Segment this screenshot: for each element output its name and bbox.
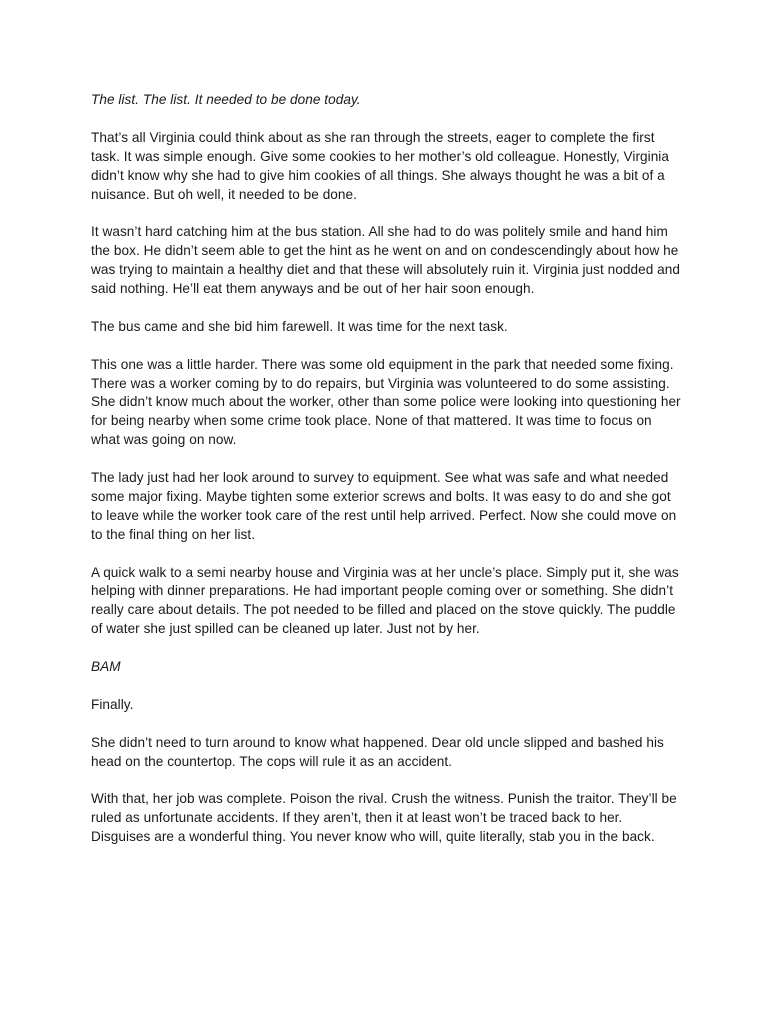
story-text	[91, 91, 681, 866]
story-paragraph-survey: The lady just had her look around to survey to equipment. See what was safe and what needed some major fixing. Maybe tighten some exterior screws and bolts. It was easy to do and she got to leave while the worker took care of the rest until help arrived. Perfect. Now she could move on to the final thing on her list.	[91, 470, 677, 542]
story-paragraph-farewell: The bus came and she bid him farewell. It was time for the next task.	[91, 318, 508, 334]
story-paragraph-closing: With that, her job was complete. Poison the rival. Crush the witness. Punish the traitor. They’ll be ruled as unfortunate accidents. If they aren’t, then it at least won’t be traced back to her. Disguises are a wonderful thing. You never know who will, quite literally, stab you in the back.	[91, 791, 677, 845]
story-bam-line: BAM	[91, 659, 121, 675]
story-paragraph-uncle-house: A quick walk to a semi nearby house and Virginia was at her uncle’s place. Simply put it, she was helping with dinner preparations. He had important people coming over or something. She didn’t really care about details. The pot needed to be filled and placed on the stove quickly. The puddle of water she just spilled can be cleaned up later. Just not by her.	[91, 564, 679, 637]
story-paragraph-cookies: That’s all Virginia could think about as she ran through the streets, eager to complete the first task. It was simple enough. Give some cookies to her mother’s old colleague. Honestly, Virginia didn’t know why she had to give him cookies of all things. She always thought he was a bit of a nuisance. But oh well, it needed to be done.	[91, 129, 669, 202]
story-paragraph-park-equipment: This one was a little harder. There was some old equipment in the park that needed some fixing. There was a worker coming by to do repairs, but Virginia was volunteered to do some assisting. She didn’t know much about the worker, other than some police were looking into questioning her for being nearby when some crime took place. None of that mattered. It was time to focus on what was going on now.	[91, 356, 681, 448]
story-paragraph-accident: She didn’t need to turn around to know what happened. Dear old uncle slipped and bashed his head on the countertop. The cops will rule it as an accident.	[91, 734, 664, 769]
story-paragraph-bus-station: It wasn’t hard catching him at the bus station. All she had to do was politely smile and hand him the box. He didn’t seem able to get the hint as he went on and on condescendingly about how he was trying to maintain a healthy diet and that these will absolutely ruin it. Virginia just nodded and said nothing. He’ll eat them anyways and be out of her hair soon enough.	[91, 224, 680, 297]
story-opening-line: The list. The list. It needed to be done today.	[91, 92, 361, 107]
story-finally-line: Finally.	[91, 696, 134, 712]
